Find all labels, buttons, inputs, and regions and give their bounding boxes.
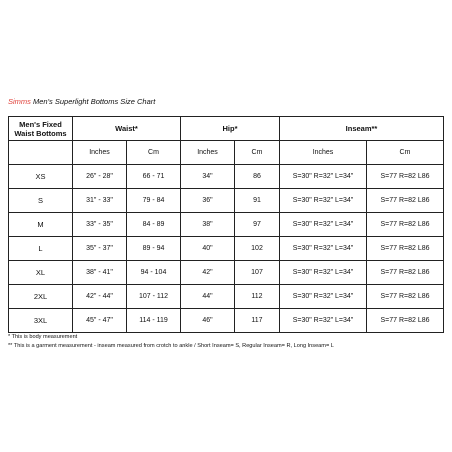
footnote-body-measurement: * This is body measurement	[8, 334, 78, 340]
cell-inseam-cm: S=77 R=82 L86	[367, 309, 444, 333]
hip-inches-header: Inches	[181, 141, 235, 165]
cell-inseam-in: S=30" R=32" L=34"	[280, 189, 367, 213]
cell-waist-in: 38" - 41"	[73, 261, 127, 285]
cell-waist-cm: 89 - 94	[127, 237, 181, 261]
footnotes	[8, 333, 334, 351]
table-row	[9, 285, 444, 309]
table-row	[9, 261, 444, 285]
waist-inches-header: Inches	[73, 141, 127, 165]
hip-header: Hip*	[181, 117, 280, 141]
cell-inseam-in: S=30" R=32" L=34"	[280, 165, 367, 189]
cell-waist-in: 35" - 37"	[73, 237, 127, 261]
cell-hip-in: 44"	[181, 285, 235, 309]
cell-size: S	[9, 189, 73, 213]
cell-hip-in: 46"	[181, 309, 235, 333]
cell-hip-cm: 91	[235, 189, 280, 213]
size-column-header	[9, 117, 73, 141]
cell-inseam-cm: S=77 R=82 L86	[367, 213, 444, 237]
size-chart-table	[8, 116, 444, 333]
cell-inseam-cm: S=77 R=82 L86	[367, 237, 444, 261]
size-header-line2: Waist Bottoms	[14, 128, 67, 138]
cell-hip-cm: 102	[235, 237, 280, 261]
table-row	[9, 189, 444, 213]
cell-inseam-in: S=30" R=32" L=34"	[280, 309, 367, 333]
inseam-header: Inseam**	[280, 117, 444, 141]
cell-inseam-in: S=30" R=32" L=34"	[280, 261, 367, 285]
cell-hip-in: 40"	[181, 237, 235, 261]
chart-title-text: Men's Superlight Bottoms Size Chart	[30, 97, 156, 106]
cell-waist-cm: 66 - 71	[127, 165, 181, 189]
table-row	[9, 309, 444, 333]
cell-hip-cm: 86	[235, 165, 280, 189]
blank-cell	[9, 141, 73, 165]
cell-size: XS	[9, 165, 73, 189]
hip-cm-header: Cm	[235, 141, 280, 165]
cell-waist-cm: 107 - 112	[127, 285, 181, 309]
inseam-cm-header: Cm	[367, 141, 444, 165]
cell-inseam-cm: S=77 R=82 L86	[367, 285, 444, 309]
cell-size: XL	[9, 261, 73, 285]
cell-waist-cm: 94 - 104	[127, 261, 181, 285]
cell-inseam-in: S=30" R=32" L=34"	[280, 213, 367, 237]
brand-name: Simms	[8, 97, 31, 106]
cell-inseam-in: S=30" R=32" L=34"	[280, 285, 367, 309]
size-header-line1: Men's Fixed	[19, 119, 62, 129]
cell-hip-in: 34"	[181, 165, 235, 189]
cell-waist-in: 42" - 44"	[73, 285, 127, 309]
cell-size: M	[9, 213, 73, 237]
cell-hip-cm: 117	[235, 309, 280, 333]
cell-waist-cm: 79 - 84	[127, 189, 181, 213]
chart-title	[8, 97, 155, 106]
cell-hip-in: 36"	[181, 189, 235, 213]
cell-hip-in: 42"	[181, 261, 235, 285]
cell-waist-in: 45" - 47"	[73, 309, 127, 333]
cell-size: 2XL	[9, 285, 73, 309]
waist-header: Waist*	[73, 117, 181, 141]
cell-inseam-in: S=30" R=32" L=34"	[280, 237, 367, 261]
cell-inseam-cm: S=77 R=82 L86	[367, 189, 444, 213]
cell-hip-cm: 107	[235, 261, 280, 285]
header-row	[9, 117, 444, 141]
cell-hip-cm: 97	[235, 213, 280, 237]
cell-size: L	[9, 237, 73, 261]
table-row	[9, 165, 444, 189]
cell-hip-cm: 112	[235, 285, 280, 309]
cell-waist-in: 33" - 35"	[73, 213, 127, 237]
inseam-inches-header: Inches	[280, 141, 367, 165]
cell-inseam-cm: S=77 R=82 L86	[367, 165, 444, 189]
cell-waist-cm: 114 - 119	[127, 309, 181, 333]
cell-waist-cm: 84 - 89	[127, 213, 181, 237]
cell-hip-in: 38"	[181, 213, 235, 237]
unit-subheader-row	[9, 141, 444, 165]
footnote-garment-measurement: ** This is a garment measurement - inseam measured from crotch to ankle / Short Inseam= S, Regular Inseam= R, Long Inseam= L	[8, 343, 334, 349]
table-row	[9, 213, 444, 237]
table-row	[9, 237, 444, 261]
cell-size: 3XL	[9, 309, 73, 333]
cell-waist-in: 31" - 33"	[73, 189, 127, 213]
cell-inseam-cm: S=77 R=82 L86	[367, 261, 444, 285]
waist-cm-header: Cm	[127, 141, 181, 165]
cell-waist-in: 26" - 28"	[73, 165, 127, 189]
